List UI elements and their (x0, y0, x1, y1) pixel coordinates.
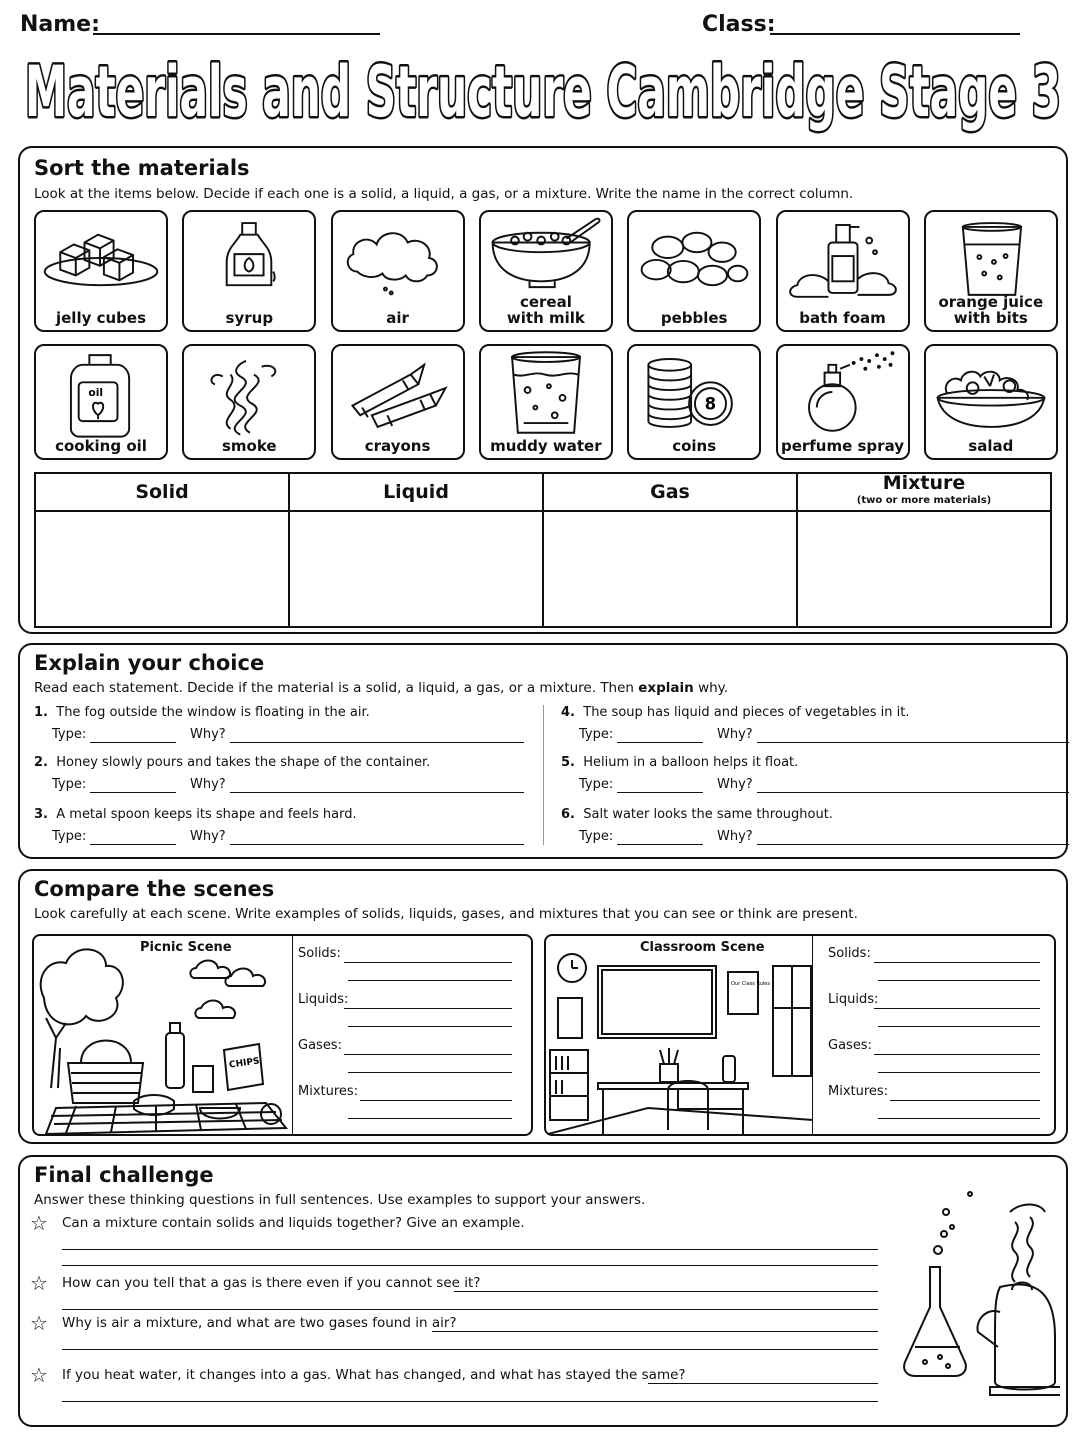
type-answer-line[interactable] (617, 792, 703, 793)
why-label: Why? (190, 727, 226, 742)
why-label: Why? (717, 727, 753, 742)
classroom-scene-illustration (548, 938, 813, 1134)
classroom-answer-line[interactable] (874, 962, 1040, 963)
liquid-answer-cell[interactable] (289, 511, 543, 627)
cereal-bowl-icon (481, 212, 611, 304)
explain-question (34, 705, 370, 720)
material-card (776, 210, 910, 332)
classroom-answer-line[interactable] (878, 1072, 1040, 1073)
challenge-answer-line[interactable] (62, 1249, 878, 1250)
picnic-scene-illustration (36, 938, 294, 1134)
material-card-label: muddy water (490, 437, 602, 455)
why-label: Why? (717, 777, 753, 792)
challenge-question: Can a mixture contain solids and liquids together? Give an example. (62, 1215, 525, 1231)
question-text: A metal spoon keeps its shape and feels hard. (56, 807, 357, 822)
classroom-divider (812, 936, 813, 1134)
material-card-label: salad (968, 437, 1014, 455)
page-title: Materials and Structure Cambridge Stage 3 (25, 51, 1061, 133)
challenge-answer-line[interactable] (62, 1265, 878, 1266)
pebbles-icon (629, 212, 759, 304)
explain-instruction: Read each statement. Decide if the material is a solid, a liquid, a gas, or a mixture. Then explain why. (34, 680, 729, 696)
material-card-label: cooking oil (55, 437, 147, 455)
column-header-mixture (797, 473, 1051, 511)
worksheet-title (0, 48, 1086, 140)
star-icon: ☆ (30, 1271, 48, 1295)
smoke-icon (184, 346, 314, 438)
picnic-answer-line[interactable] (344, 962, 512, 963)
star-icon: ☆ (30, 1211, 48, 1235)
classroom-answer-line[interactable] (878, 1118, 1040, 1119)
material-card-label: syrup (225, 309, 274, 327)
challenge-question: How can you tell that a gas is there even if you cannot see it? (62, 1275, 481, 1291)
column-header-solid: Solid (35, 473, 289, 511)
column-header-gas: Gas (543, 473, 797, 511)
challenge-answer-line[interactable] (62, 1309, 878, 1310)
bath-foam-icon (778, 212, 908, 304)
picnic-answer-line[interactable] (348, 1026, 512, 1027)
classroom-field-label: Mixtures: (828, 1084, 889, 1099)
material-card (627, 344, 761, 460)
final-title: Final challenge (34, 1163, 214, 1187)
material-card-label: cereal with milk (506, 293, 585, 327)
challenge-answer-line[interactable] (62, 1401, 878, 1402)
star-icon: ☆ (30, 1311, 48, 1335)
why-answer-line[interactable] (230, 844, 524, 845)
material-card (182, 344, 316, 460)
type-answer-line[interactable] (617, 742, 703, 743)
sort-table (34, 472, 1052, 628)
question-text: Salt water looks the same throughout. (583, 807, 833, 822)
gas-answer-cell[interactable] (543, 511, 797, 627)
classroom-answer-line[interactable] (878, 980, 1040, 981)
column-divider (543, 705, 544, 845)
question-number: 5. (561, 755, 575, 770)
material-card (331, 210, 465, 332)
explain-question (561, 755, 798, 770)
jelly-cubes-icon (36, 212, 166, 304)
why-answer-line[interactable] (757, 844, 1069, 845)
mixture-sublabel: (two or more materials) (856, 495, 992, 506)
sort-instruction: Look at the items below. Decide if each one is a solid, a liquid, a gas, or a mixture. Write the name in the correct column. (34, 186, 854, 202)
material-card-label: smoke (221, 437, 277, 455)
syrup-bottle-icon (184, 212, 314, 304)
material-card (34, 210, 168, 332)
salad-icon (926, 346, 1056, 438)
classroom-field-label: Gases: (828, 1038, 872, 1053)
type-answer-line[interactable] (617, 844, 703, 845)
question-text: The fog outside the window is floating in the air. (56, 705, 370, 720)
material-card (34, 344, 168, 460)
challenge-answer-line[interactable] (62, 1349, 878, 1350)
classroom-scene-panel (544, 934, 1056, 1136)
material-card (924, 210, 1058, 332)
star-icon: ☆ (30, 1363, 48, 1387)
material-card (627, 210, 761, 332)
why-label: Why? (190, 777, 226, 792)
material-card-label: orange juice with bits (938, 293, 1044, 327)
picnic-answer-line[interactable] (344, 1008, 512, 1009)
picnic-answer-line[interactable] (344, 1054, 512, 1055)
challenge-answer-line[interactable] (432, 1331, 878, 1332)
picnic-answer-line[interactable] (348, 1072, 512, 1073)
material-card (182, 210, 316, 332)
juice-glass-icon (926, 212, 1056, 304)
challenge-question: Why is air a mixture, and what are two gases found in air? (62, 1315, 457, 1331)
question-number: 4. (561, 705, 575, 720)
final-instruction: Answer these thinking questions in full sentences. Use examples to support your answers. (34, 1192, 646, 1208)
mixture-label: Mixture (882, 472, 966, 494)
material-card-label: jelly cubes (55, 309, 146, 327)
classroom-answer-line[interactable] (890, 1100, 1040, 1101)
science-illustration (900, 1172, 1060, 1422)
material-card-label: coins (672, 437, 717, 455)
question-number: 6. (561, 807, 575, 822)
name-label: Name: (20, 12, 100, 37)
question-text: Honey slowly pours and takes the shape of the container. (56, 755, 431, 770)
why-label: Why? (717, 829, 753, 844)
question-number: 3. (34, 807, 48, 822)
material-card-label: air (386, 309, 409, 327)
question-number: 1. (34, 705, 48, 720)
classroom-scene-title: Classroom Scene (640, 940, 765, 955)
coins-icon (629, 346, 759, 438)
svg-text:oil: oil (88, 385, 104, 399)
crayons-icon (333, 346, 463, 438)
chips-text: CHIPS (228, 1056, 261, 1071)
cloud-icon (333, 212, 463, 304)
material-card (331, 344, 465, 460)
type-label: Type: (579, 829, 614, 844)
question-text: The soup has liquid and pieces of vegetables in it. (583, 705, 910, 720)
challenge-answer-line[interactable] (454, 1291, 878, 1292)
material-card (479, 210, 613, 332)
picnic-answer-line[interactable] (348, 980, 512, 981)
type-answer-line[interactable] (90, 792, 176, 793)
why-answer-line[interactable] (757, 742, 1069, 743)
why-label: Why? (190, 829, 226, 844)
material-card (924, 344, 1058, 460)
sort-section (18, 146, 1068, 634)
picnic-field-label: Gases: (298, 1038, 342, 1053)
class-field[interactable] (770, 31, 1020, 35)
classroom-answer-line[interactable] (874, 1054, 1040, 1055)
explain-title: Explain your choice (34, 651, 265, 675)
picnic-divider (292, 936, 293, 1134)
question-text: Helium in a balloon helps it float. (583, 755, 799, 770)
type-label: Type: (52, 829, 87, 844)
picnic-field-label: Liquids: (298, 992, 349, 1007)
explain-section (18, 643, 1068, 859)
material-card (776, 344, 910, 460)
challenge-question: If you heat water, it changes into a gas. What has changed, and what has stayed the same? (62, 1367, 686, 1383)
sort-title: Sort the materials (34, 156, 250, 180)
classroom-field-label: Liquids: (828, 992, 879, 1007)
picnic-field-label: Mixtures: (298, 1084, 359, 1099)
explain-question (561, 705, 910, 720)
type-label: Type: (579, 727, 614, 742)
picnic-scene-title: Picnic Scene (140, 940, 232, 955)
picnic-answer-line[interactable] (348, 1118, 512, 1119)
material-card-label: crayons (364, 437, 431, 455)
svg-text:8: 8 (704, 394, 717, 414)
question-number: 2. (34, 755, 48, 770)
challenge-answer-line[interactable] (648, 1383, 878, 1384)
compare-title: Compare the scenes (34, 877, 275, 901)
type-answer-line[interactable] (90, 742, 176, 743)
class-rules-text: Our Class Rules (731, 981, 770, 987)
mixture-answer-cell[interactable] (797, 511, 1051, 627)
type-label: Type: (579, 777, 614, 792)
picnic-scene-panel (32, 934, 533, 1136)
picnic-field-label: Solids: (298, 946, 341, 961)
class-label: Class: (702, 12, 776, 37)
type-label: Type: (52, 727, 87, 742)
kettle-icon (995, 1284, 1055, 1389)
classroom-field-label: Solids: (828, 946, 871, 961)
material-card-label: perfume spray (780, 437, 905, 455)
final-section (18, 1155, 1068, 1427)
perfume-icon (778, 346, 908, 438)
why-answer-line[interactable] (230, 792, 524, 793)
column-header-liquid: Liquid (289, 473, 543, 511)
solid-answer-cell[interactable] (35, 511, 289, 627)
type-label: Type: (52, 777, 87, 792)
name-field[interactable] (93, 31, 380, 35)
classroom-answer-line[interactable] (878, 1026, 1040, 1027)
material-card-label: bath foam (799, 309, 886, 327)
compare-instruction: Look carefully at each scene. Write examples of solids, liquids, gases, and mixtures that you can see or think are present. (34, 906, 858, 922)
material-card (479, 344, 613, 460)
explain-question (561, 807, 833, 822)
why-answer-line[interactable] (757, 792, 1069, 793)
oil-bottle-icon (36, 346, 166, 438)
explain-question (34, 807, 357, 822)
compare-section (18, 869, 1068, 1144)
material-card-label: pebbles (660, 309, 728, 327)
flask-icon (904, 1267, 966, 1376)
explain-question (34, 755, 430, 770)
classroom-answer-line[interactable] (874, 1008, 1040, 1009)
muddy-water-icon (481, 346, 611, 438)
why-answer-line[interactable] (230, 742, 524, 743)
picnic-answer-line[interactable] (360, 1100, 512, 1101)
type-answer-line[interactable] (90, 844, 176, 845)
